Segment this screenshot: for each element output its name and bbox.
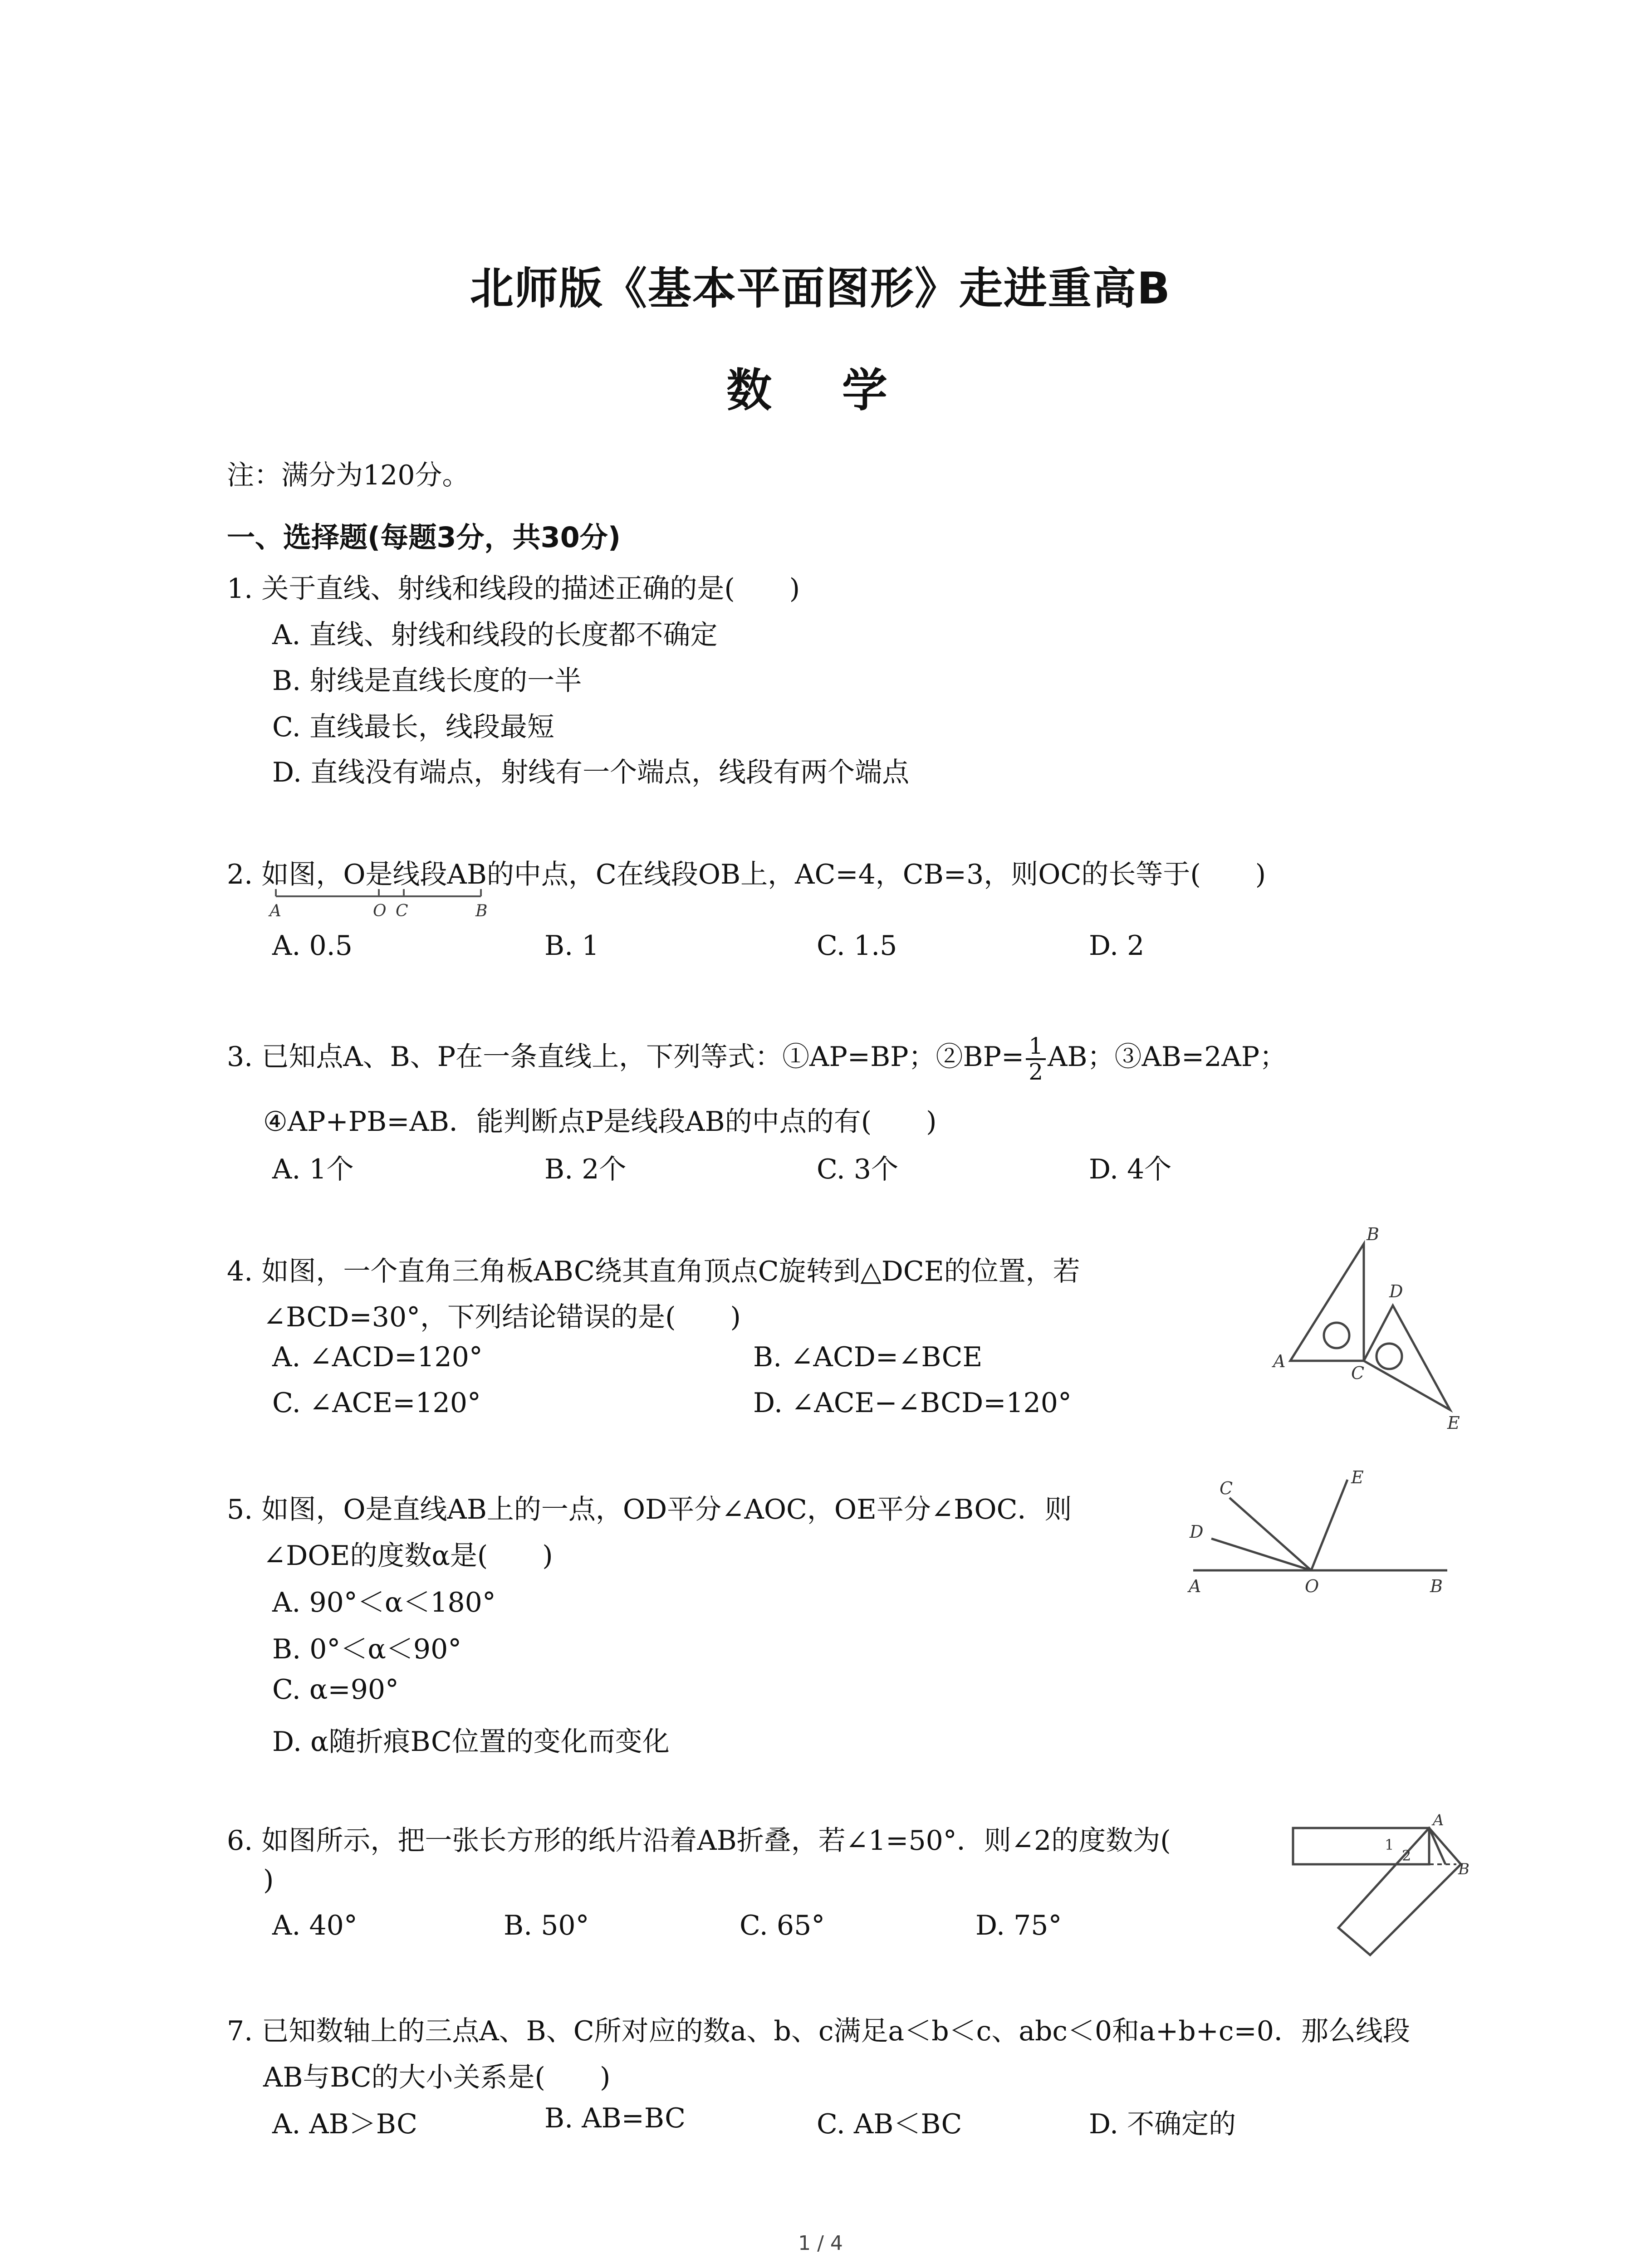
- q3-stem-part-a: 3. 已知点A、B、P在一条直线上，下列等式：①AP=BP；②BP=: [227, 1041, 1024, 1073]
- q2-label-o: O: [373, 902, 387, 920]
- q2-label-a: A: [269, 902, 281, 920]
- page-title: 北师版《基本平面图形》走进重高B: [470, 263, 1171, 314]
- q4-option-a: A. ∠ACD=120°: [272, 1341, 483, 1373]
- section-heading: 一、选择题(每题3分，共30分): [227, 521, 621, 554]
- q3-stem-part-b: AB；③AB=2AP；: [1048, 1041, 1287, 1073]
- q1-option-a: A. 直线、射线和线段的长度都不确定: [272, 619, 718, 651]
- q7-option-c: C. AB＜BC: [817, 2108, 962, 2140]
- q2-option-c: C. 1.5: [817, 930, 897, 962]
- q2-line-segment-figure: [268, 885, 504, 921]
- q7-option-a: A. AB＞BC: [272, 2108, 418, 2140]
- q4-option-c: C. ∠ACE=120°: [272, 1387, 481, 1419]
- q3-stem: [227, 1034, 1287, 1084]
- q3-fraction-numerator: 1: [1026, 1034, 1046, 1060]
- q1-option-b: B. 射线是直线长度的一半: [272, 665, 582, 697]
- q5-option-d: D. α随折痕BC位置的变化而变化: [272, 1726, 670, 1758]
- q4-option-b: B. ∠ACD=∠BCE: [753, 1341, 983, 1373]
- q4-option-d: D. ∠ACE−∠BCD=120°: [753, 1387, 1072, 1419]
- q2-option-d: D. 2: [1089, 930, 1145, 962]
- q1-option-c: C. 直线最长，线段最短: [272, 711, 554, 743]
- q6-stem-line1: 6. 如图所示，把一张长方形的纸片沿着AB折叠，若∠1=50°．则∠2的度数为(: [227, 1825, 1171, 1857]
- q7-option-b: B. AB=BC: [544, 2102, 686, 2134]
- q4-stem-line2: ∠BCD=30°，下列结论错误的是( ): [263, 1301, 741, 1333]
- page-number: 1 / 4: [798, 2232, 843, 2255]
- q4-label-b: B: [1367, 1224, 1379, 1244]
- score-note: 注：满分为120分。: [227, 459, 470, 491]
- q5-stem-line1: 5. 如图，O是直线AB上的一点，OD平分∠AOC，OE平分∠BOC．则: [227, 1494, 1072, 1525]
- q5-label-c: C: [1220, 1478, 1233, 1498]
- q5-option-c: C. α=90°: [272, 1674, 399, 1706]
- q5-stem-line2: ∠DOE的度数α是( ): [263, 1540, 553, 1572]
- q4-triangle-figure: [1270, 1225, 1461, 1433]
- q2-label-c: C: [396, 902, 408, 920]
- q6-option-a: A. 40°: [272, 1910, 358, 1941]
- q3-stem-line2: ④AP+PB=AB．能判断点P是线段AB的中点的有( ): [263, 1106, 937, 1138]
- q6-label-angle-2: 2: [1402, 1847, 1411, 1864]
- q4-label-c: C: [1351, 1363, 1365, 1383]
- q5-label-e: E: [1351, 1467, 1364, 1487]
- q4-label-e: E: [1447, 1413, 1460, 1433]
- q6-option-b: B. 50°: [504, 1910, 589, 1941]
- q5-label-o: O: [1305, 1576, 1319, 1596]
- q5-label-d: D: [1190, 1522, 1204, 1542]
- q6-stem-line2: ): [263, 1864, 274, 1896]
- q6-label-angle-1: 1: [1385, 1836, 1394, 1853]
- q5-option-a: A. 90°＜α＜180°: [272, 1587, 496, 1618]
- q6-label-a: A: [1433, 1811, 1444, 1829]
- q2-option-b: B. 1: [544, 930, 599, 962]
- q7-option-d: D. 不确定的: [1089, 2108, 1236, 2140]
- q6-label-b: B: [1458, 1860, 1470, 1878]
- q1-option-d: D. 直线没有端点，射线有一个端点，线段有两个端点: [272, 757, 910, 788]
- q5-option-b: B. 0°＜α＜90°: [272, 1633, 462, 1665]
- q5-label-b: B: [1430, 1576, 1443, 1596]
- q2-option-a: A. 0.5: [272, 930, 353, 962]
- q3-fraction-denominator: 2: [1029, 1058, 1043, 1085]
- q3-option-c: C. 3个: [817, 1154, 899, 1185]
- q3-fraction: [1026, 1034, 1046, 1084]
- q3-option-a: A. 1个: [272, 1154, 354, 1185]
- q4-stem-line1: 4. 如图，一个直角三角板ABC绕其直角顶点C旋转到△DCE的位置，若: [227, 1256, 1080, 1287]
- q6-folded-paper-figure: [1288, 1810, 1479, 1964]
- q6-option-d: D. 75°: [975, 1910, 1062, 1941]
- q2-stem: 2. 如图，O是线段AB的中点，C在线段OB上，AC=4，CB=3，则OC的长等于( ): [227, 859, 1266, 890]
- q7-stem-line1: 7. 已知数轴上的三点A、B、C所对应的数a、b、c满足a＜b＜c、abc＜0和a+b+c=0．那么线段: [227, 2015, 1410, 2047]
- q5-angle-figure: [1180, 1467, 1461, 1601]
- q3-option-d: D. 4个: [1089, 1154, 1172, 1185]
- q6-option-c: C. 65°: [740, 1910, 825, 1941]
- q7-stem-line2: AB与BC的大小关系是( ): [263, 2062, 611, 2093]
- q2-label-b: B: [475, 902, 488, 920]
- q5-label-a: A: [1189, 1576, 1201, 1596]
- q4-label-a: A: [1273, 1351, 1286, 1371]
- q3-option-b: B. 2个: [544, 1154, 627, 1185]
- q4-label-d: D: [1389, 1281, 1403, 1301]
- q1-stem: 1. 关于直线、射线和线段的描述正确的是( ): [227, 573, 800, 605]
- subject-title: 数 学: [726, 364, 915, 417]
